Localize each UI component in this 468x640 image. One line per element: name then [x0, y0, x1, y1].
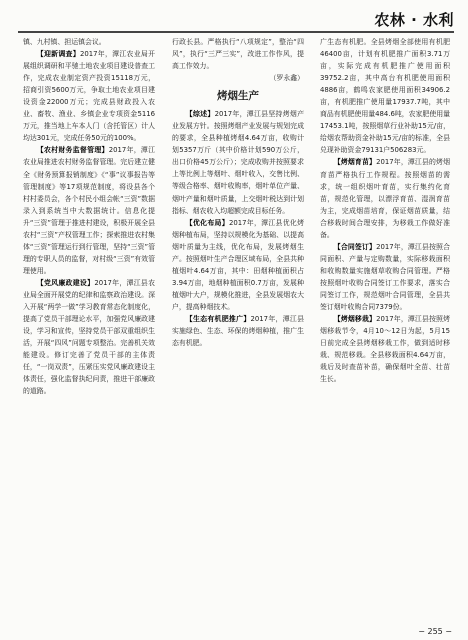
text-column-1: [23, 36, 155, 622]
paragraph: [172, 313, 304, 349]
paragraph-text: 2017年，潭江县按照合同面积、产量与定购数量，实际移栽面积和收购数量实施烟草收购合同管理。严格按照烟叶收购合同签订工作要求，落实合同签订工作，规范烟叶合同管理，全县共签订烟叶收购合同7379份。: [320, 242, 450, 312]
paragraph: [320, 36, 450, 156]
page-number: − 255 −: [418, 627, 452, 636]
paragraph-text: 2017年，潭江县按照烤烟移栽节令，4月10～12日为起，5月15日前完成全县烤烟移栽工作，做到适时移栽、规范移栽。全县移栽面积4.64万亩，栽后及时查苗补苗，确保烟叶全苗、壮苗生长。: [320, 315, 450, 384]
paragraph-heading: 【烤烟移栽】: [333, 315, 377, 324]
paragraph: [23, 277, 155, 397]
paragraph: [172, 108, 304, 216]
author-credit: （罗永鑫）: [269, 74, 304, 83]
paragraph-text: 2017年，潭江县优化烤烟种植布局，坚持以规模化为基础、以提高烟叶质量为主线，优化布局，发展烤烟生产。按照烟叶生产合理区域布局，全县共种植烟叶4.64万亩，其中：田烟种植面积占3.94万亩，地烟种植面积0.7万亩，发展种植烟叶大户，规模化推进，全县发展烟农大户，提高种烟技术。: [172, 218, 304, 311]
text-column-2: [172, 36, 304, 622]
paragraph-text: 2017年，潭江农业局开展组织调研和平驰土地农业项目建设普查工作，完成农业制定资产投资15118万元，招商引资5600万元，争取土地农业项目建设资金22000万元；完成县财政投入农业、畜牧、渔业、乡镇企业专项资金5116万元，推当地上车本人门（含托管区）计人均达301元，完成任务50元的100%。: [23, 50, 155, 143]
paragraph-text: 2017年，潭江县实施绿色、生态、环保的烤烟种植，推广生态有机肥。: [172, 314, 304, 348]
section-title: 农林 · 水利: [374, 11, 454, 29]
page-header: [0, 0, 468, 30]
paragraph: [172, 36, 304, 72]
paragraph-text: 镇、九村镇、担运镇会议。: [23, 38, 106, 46]
paragraph-heading: 【综述】: [185, 110, 215, 119]
paragraph-heading: 【烤烟育苗】: [333, 158, 377, 167]
paragraph: [23, 144, 155, 277]
paragraph-heading: 【优化布局】: [185, 218, 229, 227]
paragraph: [320, 241, 450, 313]
paragraph-heading: 【生态有机肥推广】: [185, 314, 251, 323]
paragraph-text: 广生态有机肥。全县烤烟全部使用有机肥46400亩，计划有机肥推广面积3.71万亩，实际完成有机肥推广使用面积39752.2亩，其中高台有机肥使用面积4886亩，鹤鸣农家肥使用面积34906.2亩，有机肥推广使用量17937.7吨，其中商品有机肥使用量484.6吨，农家肥使用量17453.1吨，按照烟草行业补助15元/亩，给烟农帮助资金补助15元/亩的标准，全县兑现补助资金79131户506283元。: [320, 38, 450, 155]
paragraph: [320, 156, 450, 240]
paragraph-text: 2017年，潭江县的烤烟育苗严格执行工作规程。按照烟苗的需求，统一组织烟叶育苗，实行集约化育苗，规范化管理，以漂浮育苗、湿润育苗为主，完成烟苗培育，保证烟苗质量，结合移栽时间合理安排，为移栽工作做好准备。: [320, 158, 450, 239]
paragraph-heading: 【党风廉政建设】: [36, 278, 95, 287]
paragraph-text: 2017年，潭江县农业局全面开展党的纪律和监察政治建设。深入开展“两学一做”学习教育常态化制度化，提高了党员干部理论水平，加强党风廉政建设，学习和宣传，坚持党员干部双重组织生活，开展“四风”问题专项整治。完善机关效能建设。修订完善了党员干部的主体责任，“一岗双责”，压紧压实党风廉政建设主体责任，强化监督执纪问责，推进干部廉政的道路。: [23, 278, 155, 396]
paragraph-text: 行政长县。严格执行“八项规定”，整治“四风”，执行“三严三实”，改进工作作风，提高工作效力。: [172, 38, 304, 71]
header-divider: [18, 31, 454, 33]
paragraph-heading: 【迎新调查】: [36, 50, 80, 59]
paragraph-heading: 【农村财务监督管理】: [36, 146, 109, 155]
paragraph: [172, 217, 304, 313]
paragraph: [23, 48, 155, 144]
paragraph-text: 2017年，潭江县坚持烤烟产业发展方针。按照烤烟产业发展与规划完成的要求，全县种植烤烟4.64万亩，收购计划5357万斤（其中价格计划590万公斤，出口价格45万公斤）；完成收购并按照要求上等比例上等烟叶、烟叶收入，交售比例、等级合格率、烟叶收购率，烟叶单位产量、烟叶产量和烟叶质量，上交烟叶税达到计划指标、烟农收入均超额完成目标任务。: [172, 110, 304, 215]
paragraph: [320, 313, 450, 385]
paragraph-heading: 【合同签订】: [333, 242, 377, 251]
paragraph-text: 2017年，潭江农业局推进农村财务监督管理。完后建立健全《财务预算报销制度》《“事”议事报告等管理制度》等17项规范制度，将设县各个村村委员会，各个村民小组会帐“三资”数据录入到系统当中大数据统计。信息化提升“三资”管理于推进村建设，积极开展全县农村“三资”产权管理工作；探索推进农村集体“三资”管理运行到行管理，坚持“三资”管理的专职人员的监督，对村级“三资”有效管理使用。: [23, 146, 155, 275]
paragraph: [23, 36, 155, 48]
section-heading: 烤烟生产: [217, 90, 259, 103]
text-column-3: [320, 36, 450, 622]
